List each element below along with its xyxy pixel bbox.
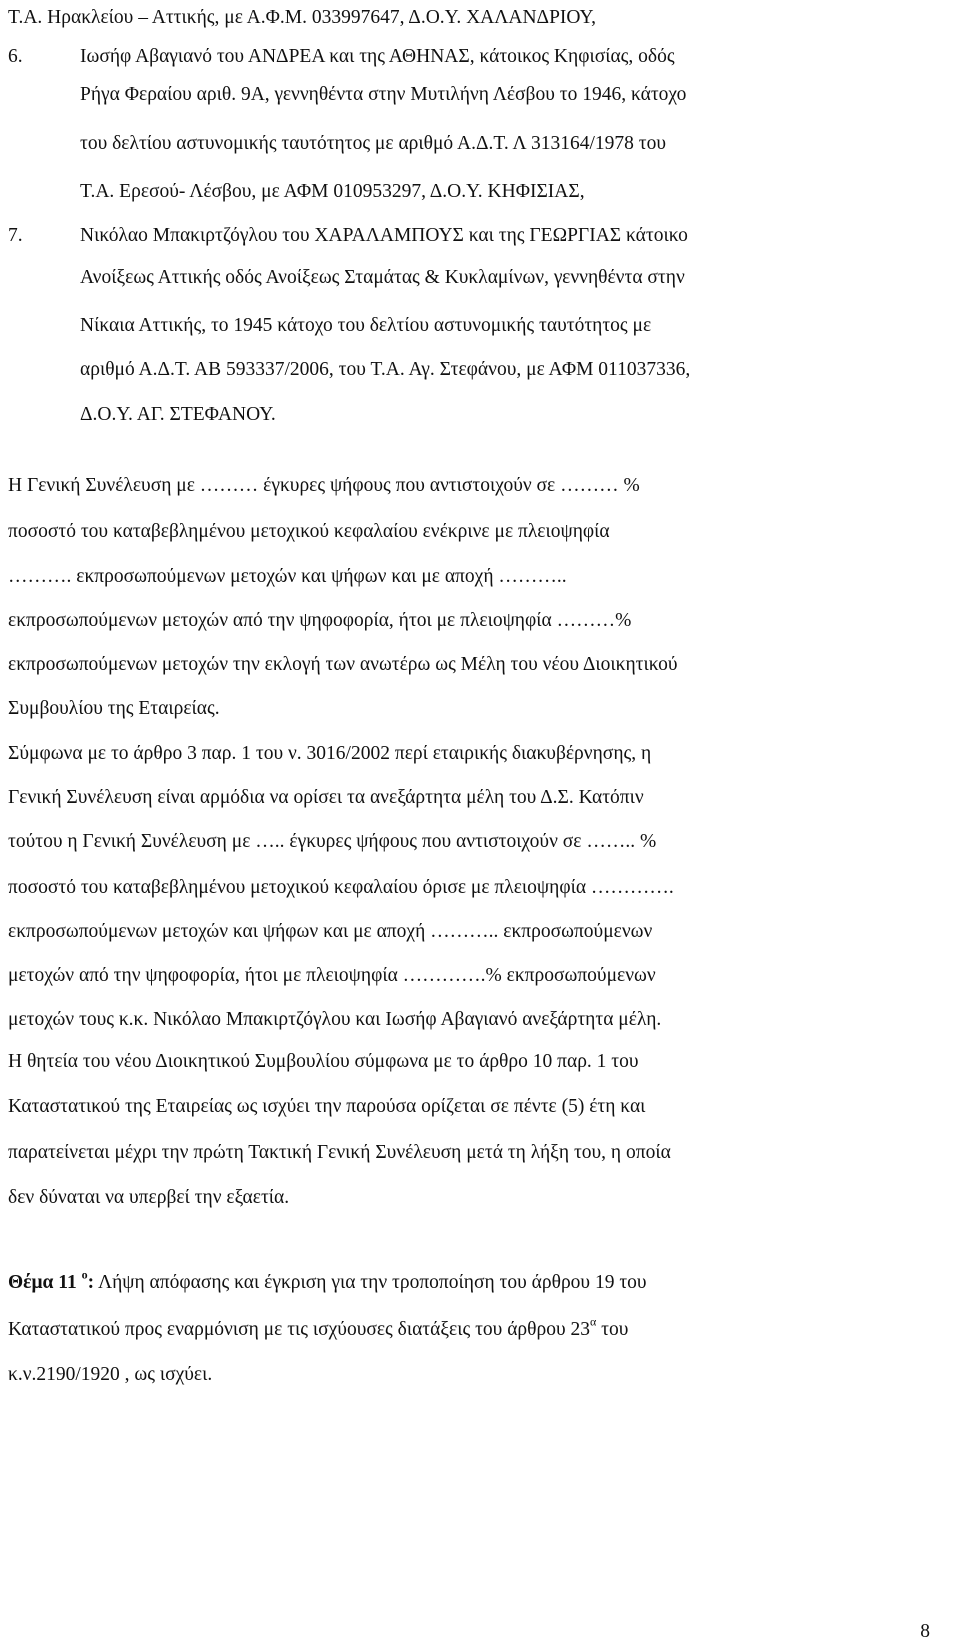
text-line: Συμβουλίου της Εταιρείας. <box>8 698 220 719</box>
text-line: ποσοστό του καταβεβλημένου μετοχικού κεφαλαίου ενέκρινε με πλειοψηφία <box>8 521 610 542</box>
text-line: Νικόλαο Μπακιρτζόγλου του ΧΑΡΑΛΑΜΠΟΥΣ και της ΓΕΩΡΓΙΑΣ κάτοικο <box>80 225 688 246</box>
text-line: αριθμό Α.Δ.Τ. ΑΒ 593337/2006, του Τ.Α. Αγ. Στεφάνου, με ΑΦΜ 011037336, <box>80 359 691 380</box>
page-number: 8 <box>920 1621 930 1642</box>
superscript: ο <box>81 1267 88 1282</box>
text-line: Ανοίξεως Αττικής οδός Ανοίξεως Σταμάτας & Κυκλαμίνων, γεννηθέντα στην <box>80 267 685 288</box>
text-line: Τ.Α. Ερεσού- Λέσβου, με ΑΦΜ 010953297, Δ.Ο.Υ. ΚΗΦΙΣΙΑΣ, <box>80 181 585 202</box>
text-line: Τ.Α. Ηρακλείου – Αττικής, με Α.Φ.Μ. 033997647, Δ.Ο.Υ. ΧΑΛΑΝΔΡΙΟΥ, <box>8 7 596 28</box>
text-line: κ.ν.2190/1920 , ως ισχύει. <box>8 1364 213 1385</box>
text-line: Η Γενική Συνέλευση με ……… έγκυρες ψήφους που αντιστοιχούν σε ……… % <box>8 475 640 496</box>
text-line: Σύμφωνα με το άρθρο 3 παρ. 1 του ν. 3016/2002 περί εταιρικής διακυβέρνησης, η <box>8 743 652 764</box>
text-line: Η θητεία του νέου Διοικητικού Συμβουλίου σύμφωνα με το άρθρο 10 παρ. 1 του <box>8 1051 639 1072</box>
theme-11-text: Λήψη απόφασης και έγκριση για την τροποποίηση του άρθρου 19 του <box>97 1272 647 1293</box>
text-line: Ιωσήφ Αβαγιανό του ΑΝΔΡΕΑ και της ΑΘΗΝΑΣ, κάτοικος Κηφισίας, οδός <box>80 46 675 67</box>
text-line: Γενική Συνέλευση είναι αρμόδια να ορίσει τα ανεξάρτητα μέλη του Δ.Σ. Κατόπιν <box>8 787 644 808</box>
text-line: παρατείνεται μέχρι την πρώτη Τακτική Γενική Συνέλευση μετά τη λήξη του, η οποία <box>8 1142 671 1163</box>
theme-11-heading <box>8 1267 647 1295</box>
text-line: Δ.Ο.Υ. ΑΓ. ΣΤΕΦΑΝΟΥ. <box>80 404 276 425</box>
list-number: 6. <box>8 46 23 67</box>
text-line: Καταστατικού της Εταιρείας ως ισχύει την παρούσα ορίζεται σε πέντε (5) έτη και <box>8 1096 646 1117</box>
text-line: Καταστατικού προς εναρμόνιση με τις ισχύουσες διατάξεις του άρθρου $23^\alpha$ του <box>8 1314 629 1340</box>
superscript: α <box>590 1314 597 1329</box>
text-line: ποσοστό του καταβεβλημένου μετοχικού κεφαλαίου όρισε με πλειοψηφία …………. <box>8 877 674 898</box>
text-line: εκπροσωπούμενων μετοχών και ψήφων και με αποχή ……….. εκπροσωπούμενων <box>8 921 653 942</box>
text-line: εκπροσωπούμενων μετοχών από την ψηφοφορία, ήτοι με πλειοψηφία ………% <box>8 610 632 631</box>
text-line: τούτου η Γενική Συνέλευση με ….. έγκυρες ψήφους που αντιστοιχούν σε …….. % <box>8 831 657 852</box>
text-line: δεν δύναται να υπερβεί την εξαετία. <box>8 1187 290 1208</box>
text-line: μετοχών από την ψηφοφορία, ήτοι με πλειοψηφία ………….% εκπροσωπούμενων <box>8 965 656 986</box>
text-line: του δελτίου αστυνομικής ταυτότητος με αριθμό Α.Δ.Τ. Λ 313164/1978 του <box>80 133 667 154</box>
text-line: μετοχών τους κ.κ. Νικόλαο Μπακιρτζόγλου και Ιωσήφ Αβαγιανό ανεξάρτητα μέλη. <box>8 1009 662 1030</box>
text-line: Ρήγα Φεραίου αριθ. 9Α, γεννηθέντα στην Μυτιλήνη Λέσβου το 1946, κάτοχο <box>80 84 687 105</box>
theme-11-label: Θέμα 11 $^o$: <box>8 1267 95 1293</box>
list-number: 7. <box>8 225 23 246</box>
text-line: Νίκαια Αττικής, το 1945 κάτοχο του δελτίου αστυνομικής ταυτότητος με <box>80 315 652 336</box>
text-line: ………. εκπροσωπούμενων μετοχών και ψήφων και με αποχή ……….. <box>8 566 567 587</box>
text-line: εκπροσωπούμενων μετοχών την εκλογή των ανωτέρω ως Μέλη του νέου Διοικητικού <box>8 654 678 675</box>
